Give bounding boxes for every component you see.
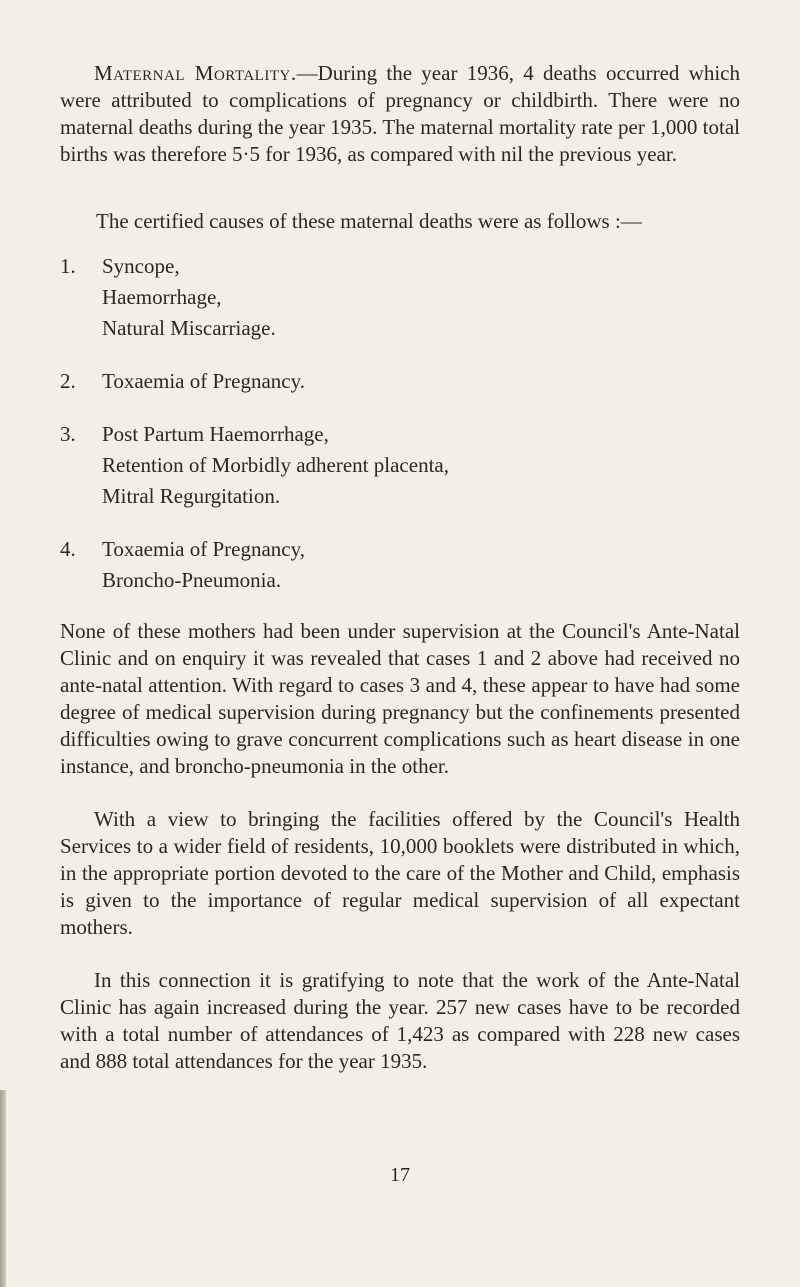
cause-number: 1. xyxy=(60,254,76,278)
cause-number: 2. xyxy=(60,369,76,393)
cause-line: Haemorrhage, xyxy=(102,285,222,309)
maternal-mortality-text: —During the year 1936, 4 deaths occurred which were attributed to complications of pregnancy or childbirth. There were no maternal deaths during the year 1935. The maternal mortality rate per 1,000 total births was therefore 5·5 for 1936, as compared with nil the previous year. xyxy=(60,61,740,166)
section-lead-in: Maternal Mortality. xyxy=(94,61,297,85)
causes-intro: The certified causes of these maternal deaths were as follows :— xyxy=(96,209,642,233)
page-number: 17 xyxy=(390,1164,410,1186)
cause-lines xyxy=(102,251,276,344)
cause-line: Syncope, xyxy=(102,254,180,278)
cause-line: Toxaemia of Pregnancy, xyxy=(102,537,306,561)
cause-item-1 xyxy=(60,251,740,344)
cause-line: Toxaemia of Pregnancy. xyxy=(102,369,306,393)
document-page xyxy=(60,60,740,1075)
clinic-paragraph: In this connection it is gratifying to note that the work of the Ante-Natal Clinic has again increased during the year. 257 new cases have to be recorded with a total number of attendances of 1,423 as compared with 228 new cases and 888 total attendances for the year 1935. xyxy=(60,968,740,1073)
cause-line: Broncho-Pneumonia. xyxy=(102,568,282,592)
cause-lines xyxy=(102,534,305,596)
causes-list xyxy=(60,251,740,596)
supervision-paragraph: None of these mothers had been under supervision at the Council's Ante-Natal Clinic and on enquiry it was revealed that cases 1 and 2 above had received no ante-natal attention. With regard to cases 3 and 4, these appear to have had some degree of medical supervision during pregnancy but the confinements presented difficulties owing to grave concurrent complications such as heart disease in one instance, and broncho-pneumonia in the other. xyxy=(60,619,740,778)
cause-item-2 xyxy=(60,366,740,397)
cause-number: 3. xyxy=(60,422,76,446)
cause-item-3 xyxy=(60,419,740,512)
page-edge-shadow xyxy=(0,1090,6,1287)
cause-line: Natural Miscarriage. xyxy=(102,316,276,340)
cause-item-4 xyxy=(60,534,740,596)
cause-number: 4. xyxy=(60,537,76,561)
cause-line: Mitral Regurgitation. xyxy=(102,484,281,508)
cause-line: Retention of Morbidly adherent placenta, xyxy=(102,453,449,477)
cause-lines xyxy=(102,366,305,397)
cause-line: Post Partum Haemorrhage, xyxy=(102,422,329,446)
booklets-paragraph: With a view to bringing the facilities offered by the Council's Health Services to a wider field of residents, 10,000 booklets were distributed in which, in the appropriate portion devoted to the care of the Mother and Child, emphasis is given to the importance of regular medical supervision of all expectant mothers. xyxy=(60,807,740,939)
maternal-mortality-paragraph xyxy=(60,60,740,168)
cause-lines xyxy=(102,419,449,512)
